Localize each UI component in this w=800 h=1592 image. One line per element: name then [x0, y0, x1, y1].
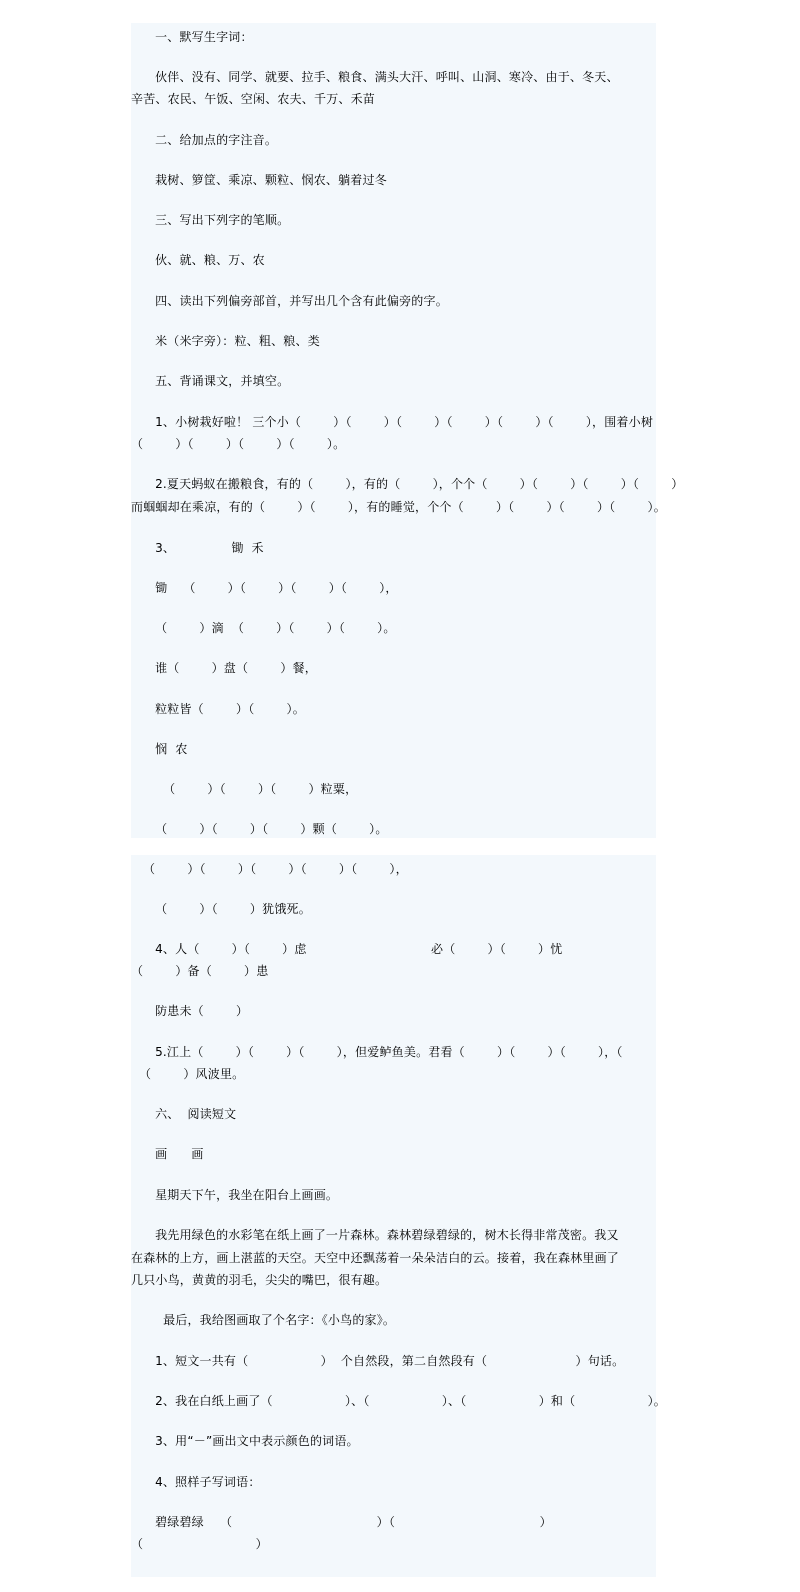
passage-paragraph-2-line-3: 几只小鸟，黄黄的羽毛，尖尖的嘴巴，很有趣。 — [131, 1273, 388, 1287]
word-list-line-2: 辛苦、农民、午饭、空闲、农夫、千万、禾苗 — [131, 92, 376, 106]
question-4-example-line-2: （ ） — [131, 1537, 268, 1551]
worksheet-panel-bottom — [131, 855, 666, 1577]
radical-examples: 米（米字旁）：粒、粗、粮、类 — [131, 334, 320, 348]
fill-item-4-line-2: （ ）备（ ）患 — [131, 964, 269, 978]
fill-item-5-line-1: 5.江上（ ）（ ）（ ），但爱鲈鱼美。君看（ ）（ ）（ ），（ — [131, 1045, 623, 1059]
fill-item-4-line-3: 防患未（ ） — [131, 1004, 249, 1018]
heading-dictation: 一、默写生字词： — [131, 30, 253, 44]
heading-stroke-order: 三、写出下列字的笔顺。 — [131, 213, 290, 227]
question-4: 4、照样子写词语： — [131, 1475, 261, 1489]
fill-item-1-line-2: （ ）（ ）（ ）（ ）。 — [131, 437, 346, 451]
passage-title: 画 画 — [131, 1147, 204, 1161]
question-4-example-line-1: 碧绿碧绿 （ ）（ ） — [131, 1515, 552, 1529]
poem-minnong-line-1: （ ）（ ）（ ）粒粟， — [131, 782, 358, 796]
poem-title-minnong: 悯 农 — [131, 742, 188, 756]
poem-chuhe-line-4: 粒粒皆（ ）（ ）。 — [131, 702, 305, 716]
heading-reading: 六、 阅读短文 — [131, 1107, 237, 1121]
poem-title-chuhe: 3、 锄 禾 — [131, 541, 264, 555]
passage-paragraph-3: 最后，我给图画取了个名字：《小鸟的家》。 — [131, 1313, 396, 1327]
question-1: 1、短文一共有（ ） 个自然段，第二自然段有（ ）句话。 — [131, 1354, 625, 1368]
heading-recite: 五、背诵课文，并填空。 — [131, 374, 290, 388]
question-2: 2、我在白纸上画了（ ）、（ ）、（ ）和（ ）。 — [131, 1394, 666, 1408]
heading-radicals: 四、读出下列偏旁部首，并写出几个含有此偏旁的字。 — [131, 294, 448, 308]
fill-item-4-line-1: 4、人（ ）（ ）虑 必（ ）（ ）忧 — [131, 942, 563, 956]
fill-item-2-line-2: 而蝈蝈却在乘凉，有的（ ）（ ），有的睡觉，个个（ ）（ ）（ ）（ ）。 — [131, 500, 666, 514]
question-3: 3、用“－”画出文中表示颜色的词语。 — [131, 1434, 359, 1448]
stroke-order-chars: 伙、就、粮、万、农 — [131, 253, 265, 267]
poem-minnong-line-4: （ ）（ ）犹饿死。 — [131, 902, 311, 916]
poem-minnong-line-2: （ ）（ ）（ ）颗（ ）。 — [131, 822, 388, 836]
passage-paragraph-2-line-2: 在森林的上方，画上湛蓝的天空。天空中还飘荡着一朵朵洁白的云。接着，我在森林里画了 — [131, 1251, 620, 1265]
fill-item-1-line-1: 1、小树栽好啦！ 三个小（ ）（ ）（ ）（ ）（ ）（ ），围着小树 — [131, 415, 654, 429]
fill-item-5-line-2: （ ）风波里。 — [131, 1067, 245, 1081]
passage-paragraph-2-line-1: 我先用绿色的水彩笔在纸上画了一片森林。森林碧绿碧绿的，树木长得非常茂密。我又 — [131, 1228, 619, 1242]
poem-chuhe-line-1: 锄 （ ）（ ）（ ）（ ）， — [131, 581, 398, 595]
pinyin-words: 栽树、箩筐、乘凉、颗粒、悯农、躺着过冬 — [131, 173, 387, 187]
word-list-line-1: 伙伴、没有、同学、就要、拉手、粮食、满头大汗、呼叫、山洞、寒冷、由于、冬天、 — [131, 70, 619, 84]
fill-item-2-line-1: 2.夏天蚂蚁在搬粮食，有的（ ），有的（ ），个个（ ）（ ）（ ）（ ） — [131, 477, 684, 491]
poem-minnong-line-3: （ ）（ ）（ ）（ ）（ ）， — [131, 862, 408, 876]
heading-pinyin: 二、给加点的字注音。 — [131, 133, 278, 147]
worksheet-panel-top — [131, 23, 684, 838]
poem-chuhe-line-3: 谁（ ）盘（ ）餐， — [131, 661, 317, 675]
poem-chuhe-line-2: （ ）滴 （ ）（ ）（ ）。 — [131, 621, 396, 635]
passage-paragraph-1: 星期天下午，我坐在阳台上画画。 — [131, 1188, 339, 1202]
